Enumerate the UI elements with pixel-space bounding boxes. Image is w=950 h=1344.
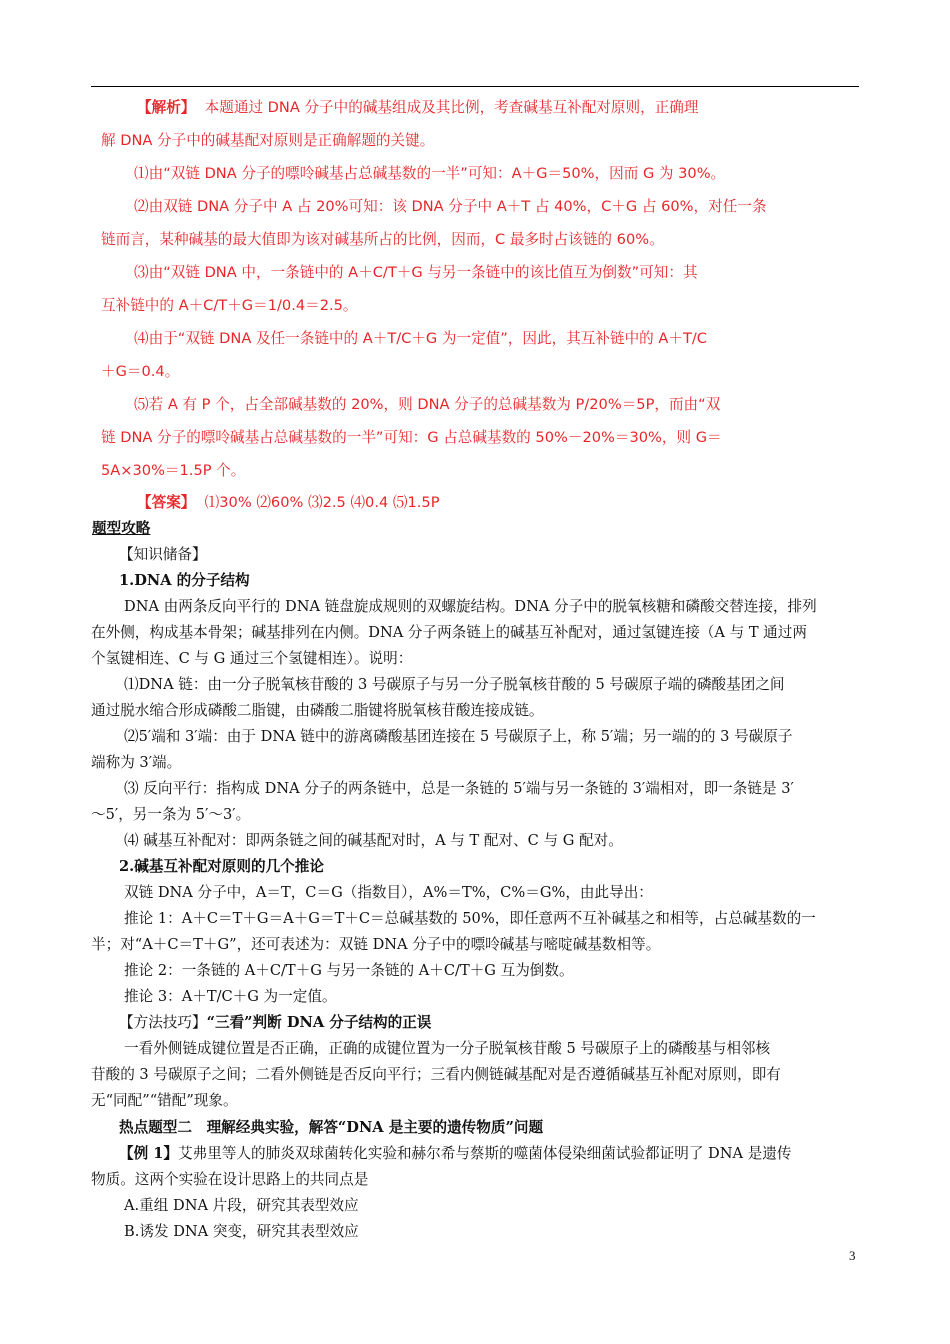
- s1-line-4: ⑴DNA 链：由一分子脱氧核苷酸的 3 号碳原子与另一分子脱氧核苷酸的 5 号碳原子端的磷酸基团之间: [124, 676, 785, 693]
- s1-line-9: ～5′，另一条为 5′～3′。: [91, 806, 251, 823]
- analysis-line-3: ⑴由“双链 DNA 分子的嘌呤碱基占总碱基数的一半”可知：A＋G＝50%，因而 G 为 30%。: [134, 165, 726, 182]
- s1-line-7: 端称为 3′端。: [91, 754, 182, 771]
- analysis-line-5: 链而言，某种碱基的最大值即为该对碱基所占的比例，因而，C 最多时占该链的 60%。: [101, 231, 664, 248]
- analysis-line-11: 链 DNA 分子的嘌呤碱基占总碱基数的一半”可知：G 占总碱基数的 50%－20%＝30%，则 G＝: [101, 429, 722, 446]
- page-number: 3: [849, 1248, 856, 1263]
- s2-line-4: 推论 2：一条链的 A＋C/T＋G 与另一条链的 A＋C/T＋G 互为倒数。: [124, 962, 574, 979]
- header-rule: [91, 86, 859, 87]
- s2-line-5: 推论 3：A＋T/C＋G 为一定值。: [124, 988, 337, 1005]
- strategy-heading: 题型攻略: [92, 520, 151, 537]
- analysis-line-1: 【解析】 本题通过 DNA 分子中的碱基组成及其比例，考查碱基互补配对原则，正确理: [137, 99, 699, 116]
- s2-line-3: 半；对“A＋C＝T＋G”，还可表述为：双链 DNA 分子中的嘌呤碱基与嘧啶碱基数相等。: [91, 936, 661, 953]
- s1-line-1: DNA 由两条反向平行的 DNA 链盘旋成规则的双螺旋结构。DNA 分子中的脱氧核糖和磷酸交替连接，排列: [124, 598, 817, 615]
- analysis-line-2: 解 DNA 分子中的碱基配对原则是正确解题的关键。: [101, 132, 435, 149]
- knowledge-label: 【知识储备】: [119, 546, 207, 563]
- hot-topic-title: 热点题型二 理解经典实验，解答“DNA 是主要的遗传物质”问题: [119, 1119, 544, 1136]
- s1-line-10: ⑷ 碱基互补配对：即两条链之间的碱基配对时，A 与 T 配对、C 与 G 配对。: [124, 832, 623, 849]
- example-line-2: 物质。这两个实验在设计思路上的共同点是: [91, 1171, 369, 1188]
- method-line-3: 无“同配”“错配”现象。: [91, 1092, 238, 1109]
- option-b: B.诱发 DNA 突变，研究其表型效应: [124, 1223, 359, 1240]
- s1-line-2: 在外侧，构成基本骨架；碱基排列在内侧。DNA 分子两条链上的碱基互补配对，通过氢键连接（A 与 T 通过两: [91, 624, 807, 641]
- s2-line-2: 推论 1：A＋C＝T＋G＝A＋G＝T＋C＝总碱基数的 50%，即任意两不互补碱基之和相等，占总碱基数的一: [124, 910, 816, 927]
- method-label: 【方法技巧】: [119, 1014, 207, 1031]
- analysis-label: 【解析】: [137, 99, 196, 116]
- method-line-1: 一看外侧链成键位置是否正确，正确的成键位置为一分子脱氧核苷酸 5 号碳原子上的磷酸基与相邻核: [124, 1040, 771, 1057]
- s1-line-8: ⑶ 反向平行：指构成 DNA 分子的两条链中，总是一条链的 5′端与另一条链的 3′端相对，即一条链是 3′: [124, 780, 794, 797]
- method-line: [119, 1013, 431, 1033]
- s1-line-3: 个氢键相连、C 与 G 通过三个氢键相连）。说明：: [91, 650, 413, 667]
- example-line-1: 【例 1】艾弗里等人的肺炎双球菌转化实验和赫尔希与蔡斯的噬菌体侵染细菌试验都证明了 DNA 是遗传: [119, 1145, 792, 1162]
- analysis-line-9: ＋G＝0.4。: [101, 363, 180, 380]
- method-line-2: 苷酸的 3 号碳原子之间；二看外侧链是否反向平行；三看内侧链碱基配对是否遵循碱基互补配对原则，即有: [91, 1066, 781, 1083]
- answer-text: ⑴30% ⑵60% ⑶2.5 ⑷0.4 ⑸1.5P: [204, 494, 440, 511]
- section1-title: 1.DNA 的分子结构: [119, 572, 250, 589]
- analysis-line-7: 互补链中的 A＋C/T＋G＝1/0.4＝2.5。: [101, 297, 358, 314]
- option-a: A.重组 DNA 片段，研究其表型效应: [124, 1197, 359, 1214]
- analysis-line-8: ⑷由于“双链 DNA 及任一条链中的 A＋T/C＋G 为一定值”，因此，其互补链中的 A＋T/C: [134, 330, 707, 347]
- analysis-line-4: ⑵由双链 DNA 分子中 A 占 20%可知：该 DNA 分子中 A＋T 占 40%，C＋G 占 60%，对任一条: [134, 198, 767, 215]
- analysis-line-6: ⑶由“双链 DNA 中，一条链中的 A＋C/T＋G 与另一条链中的该比值互为倒数”可知：其: [134, 264, 698, 281]
- s1-line-5: 通过脱水缩合形成磷酸二脂键，由磷酸二脂键将脱氧核苷酸连接成链。: [91, 702, 544, 719]
- analysis-line-10: ⑸若 A 有 P 个，占全部碱基数的 20%，则 DNA 分子的总碱基数为 P/20%＝5P，而由“双: [134, 396, 721, 413]
- s2-line-1: 双链 DNA 分子中，A＝T，C＝G（指数目），A%＝T%，C%＝G%，由此导出：: [124, 884, 653, 901]
- s1-line-6: ⑵5′端和 3′端：由于 DNA 链中的游离磷酸基团连接在 5 号碳原子上，称 5′端；另一端的的 3 号碳原子: [124, 728, 793, 745]
- example-label: 【例 1】: [119, 1145, 179, 1162]
- answer-line: [137, 493, 440, 513]
- section2-title: 2.碱基互补配对原则的几个推论: [119, 858, 324, 875]
- analysis-line-12: 5A×30%＝1.5P 个。: [101, 462, 246, 479]
- method-title: “三看”判断 DNA 分子结构的正误: [206, 1014, 432, 1031]
- answer-label: 【答案】: [137, 494, 196, 511]
